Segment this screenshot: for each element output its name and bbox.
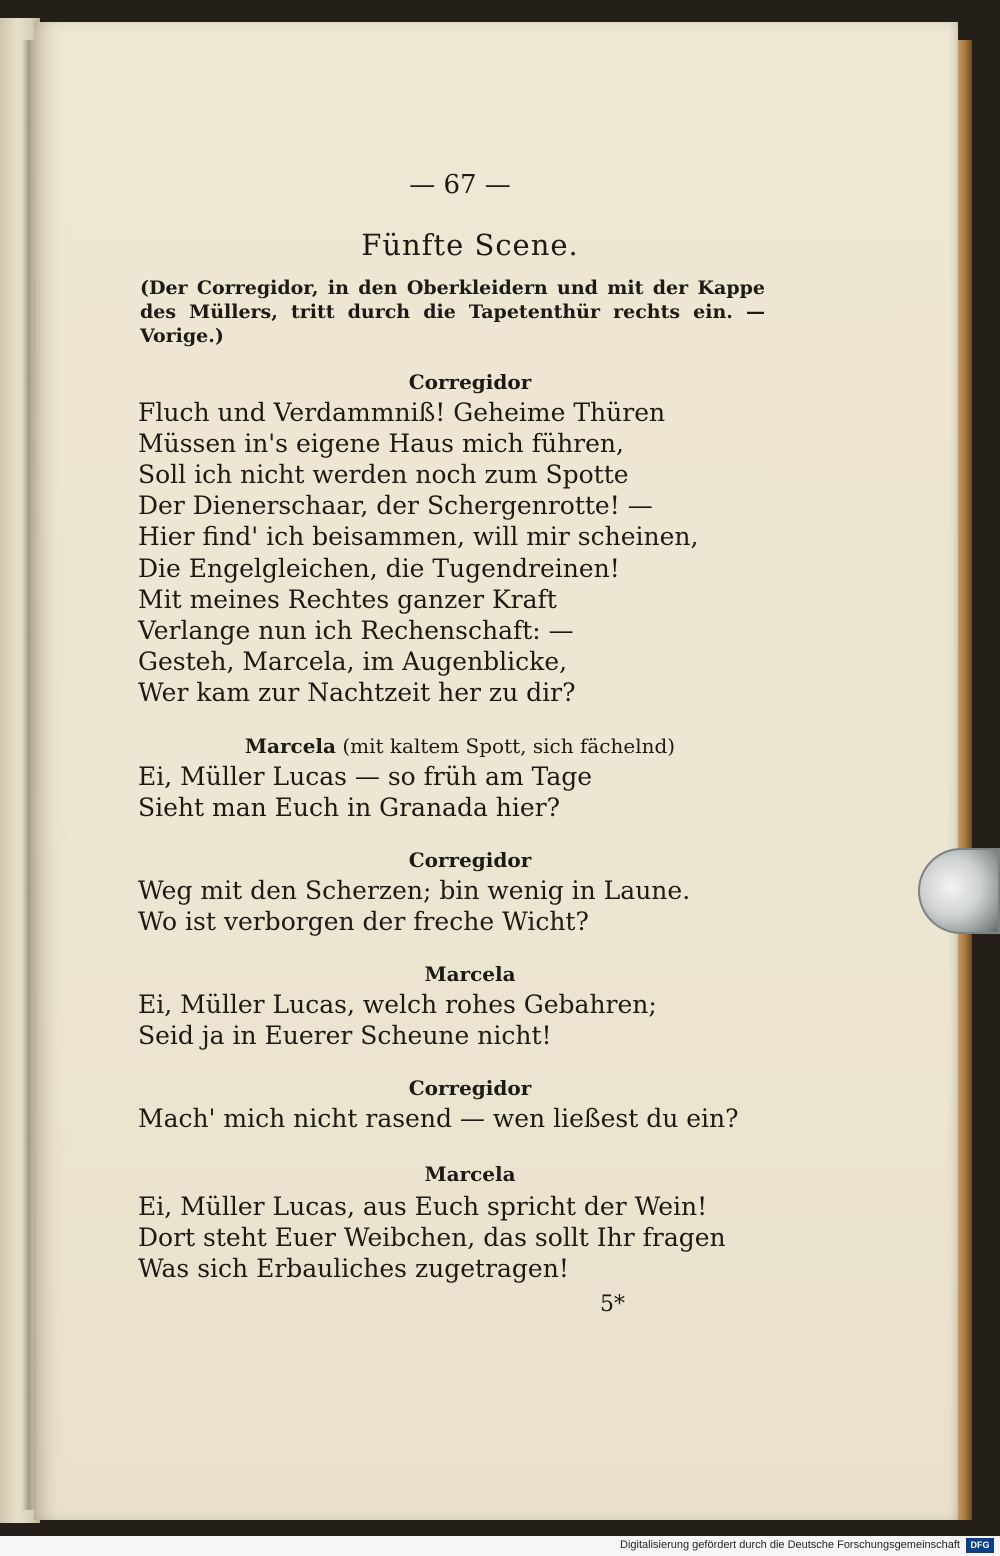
speaker-name: Marcela bbox=[244, 734, 336, 758]
speaker-name: Corregidor bbox=[408, 1076, 532, 1100]
verse-line: Sieht man Euch in Granada hier? bbox=[138, 793, 561, 822]
speaker-name: Corregidor bbox=[408, 848, 532, 872]
verse-line: Soll ich nicht werden noch zum Spotte bbox=[138, 460, 629, 489]
verse-line: Dort steht Euer Weibchen, das sollt Ihr fragen bbox=[138, 1223, 726, 1252]
funding-note: Digitalisierung gefördert durch die Deutsche Forschungsgemeinschaft bbox=[620, 1539, 960, 1551]
speaker-name: Corregidor bbox=[408, 370, 532, 394]
verse-line: Gesteh, Marcela, im Augenblicke, bbox=[138, 647, 568, 676]
verse-line: Was sich Erbauliches zugetragen! bbox=[138, 1254, 569, 1283]
speaker-direction: (mit kaltem Spott, sich fächelnd) bbox=[342, 734, 676, 758]
verse-line: Verlange nun ich Rechenschaft: — bbox=[138, 616, 574, 645]
verse-line: Wer kam zur Nachtzeit her zu dir? bbox=[138, 678, 576, 707]
verse-line: Ei, Müller Lucas — so früh am Tage bbox=[138, 762, 593, 791]
signature-mark: 5* bbox=[600, 1292, 625, 1317]
stage-direction: (Der Corregidor, in den Oberkleidern und mit der Kappe des Müllers, tritt durch die Tapetenthür rechts ein. — Vorige.) bbox=[140, 277, 765, 347]
page-number: — 67 — bbox=[409, 170, 511, 200]
verse-line: Ei, Müller Lucas, aus Euch spricht der Wein! bbox=[138, 1192, 708, 1221]
verse-line: Mach' mich nicht rasend — wen ließest du ein? bbox=[138, 1104, 739, 1133]
verse-line: Müssen in's eigene Haus mich führen, bbox=[138, 429, 624, 458]
dfg-logo[interactable]: DFG bbox=[966, 1538, 994, 1553]
verse-line: Mit meines Rechtes ganzer Kraft bbox=[138, 585, 557, 614]
funding-footer bbox=[0, 1536, 1000, 1556]
verse-line: Hier find' ich beisammen, will mir scheinen, bbox=[138, 522, 699, 551]
speaker-name: Marcela bbox=[424, 962, 516, 986]
verse-line: Wo ist verborgen der freche Wicht? bbox=[138, 907, 589, 936]
verse-line: Ei, Müller Lucas, welch rohes Gebahren; bbox=[138, 990, 657, 1019]
verse-line: Weg mit den Scherzen; bin wenig in Laune. bbox=[138, 876, 691, 905]
speaker-name: Marcela bbox=[424, 1162, 516, 1186]
verse-line: Der Dienerschaar, der Schergenrotte! — bbox=[138, 491, 653, 520]
scene-title: Fünfte Scene. bbox=[361, 228, 579, 262]
verse-line: Die Engelgleichen, die Tugendreinen! bbox=[138, 554, 620, 583]
speaker-with-direction bbox=[180, 734, 740, 758]
verse-line: Seid ja in Euerer Scheune nicht! bbox=[138, 1021, 552, 1050]
verse-line: Fluch und Verdammniß! Geheime Thüren bbox=[138, 398, 666, 427]
